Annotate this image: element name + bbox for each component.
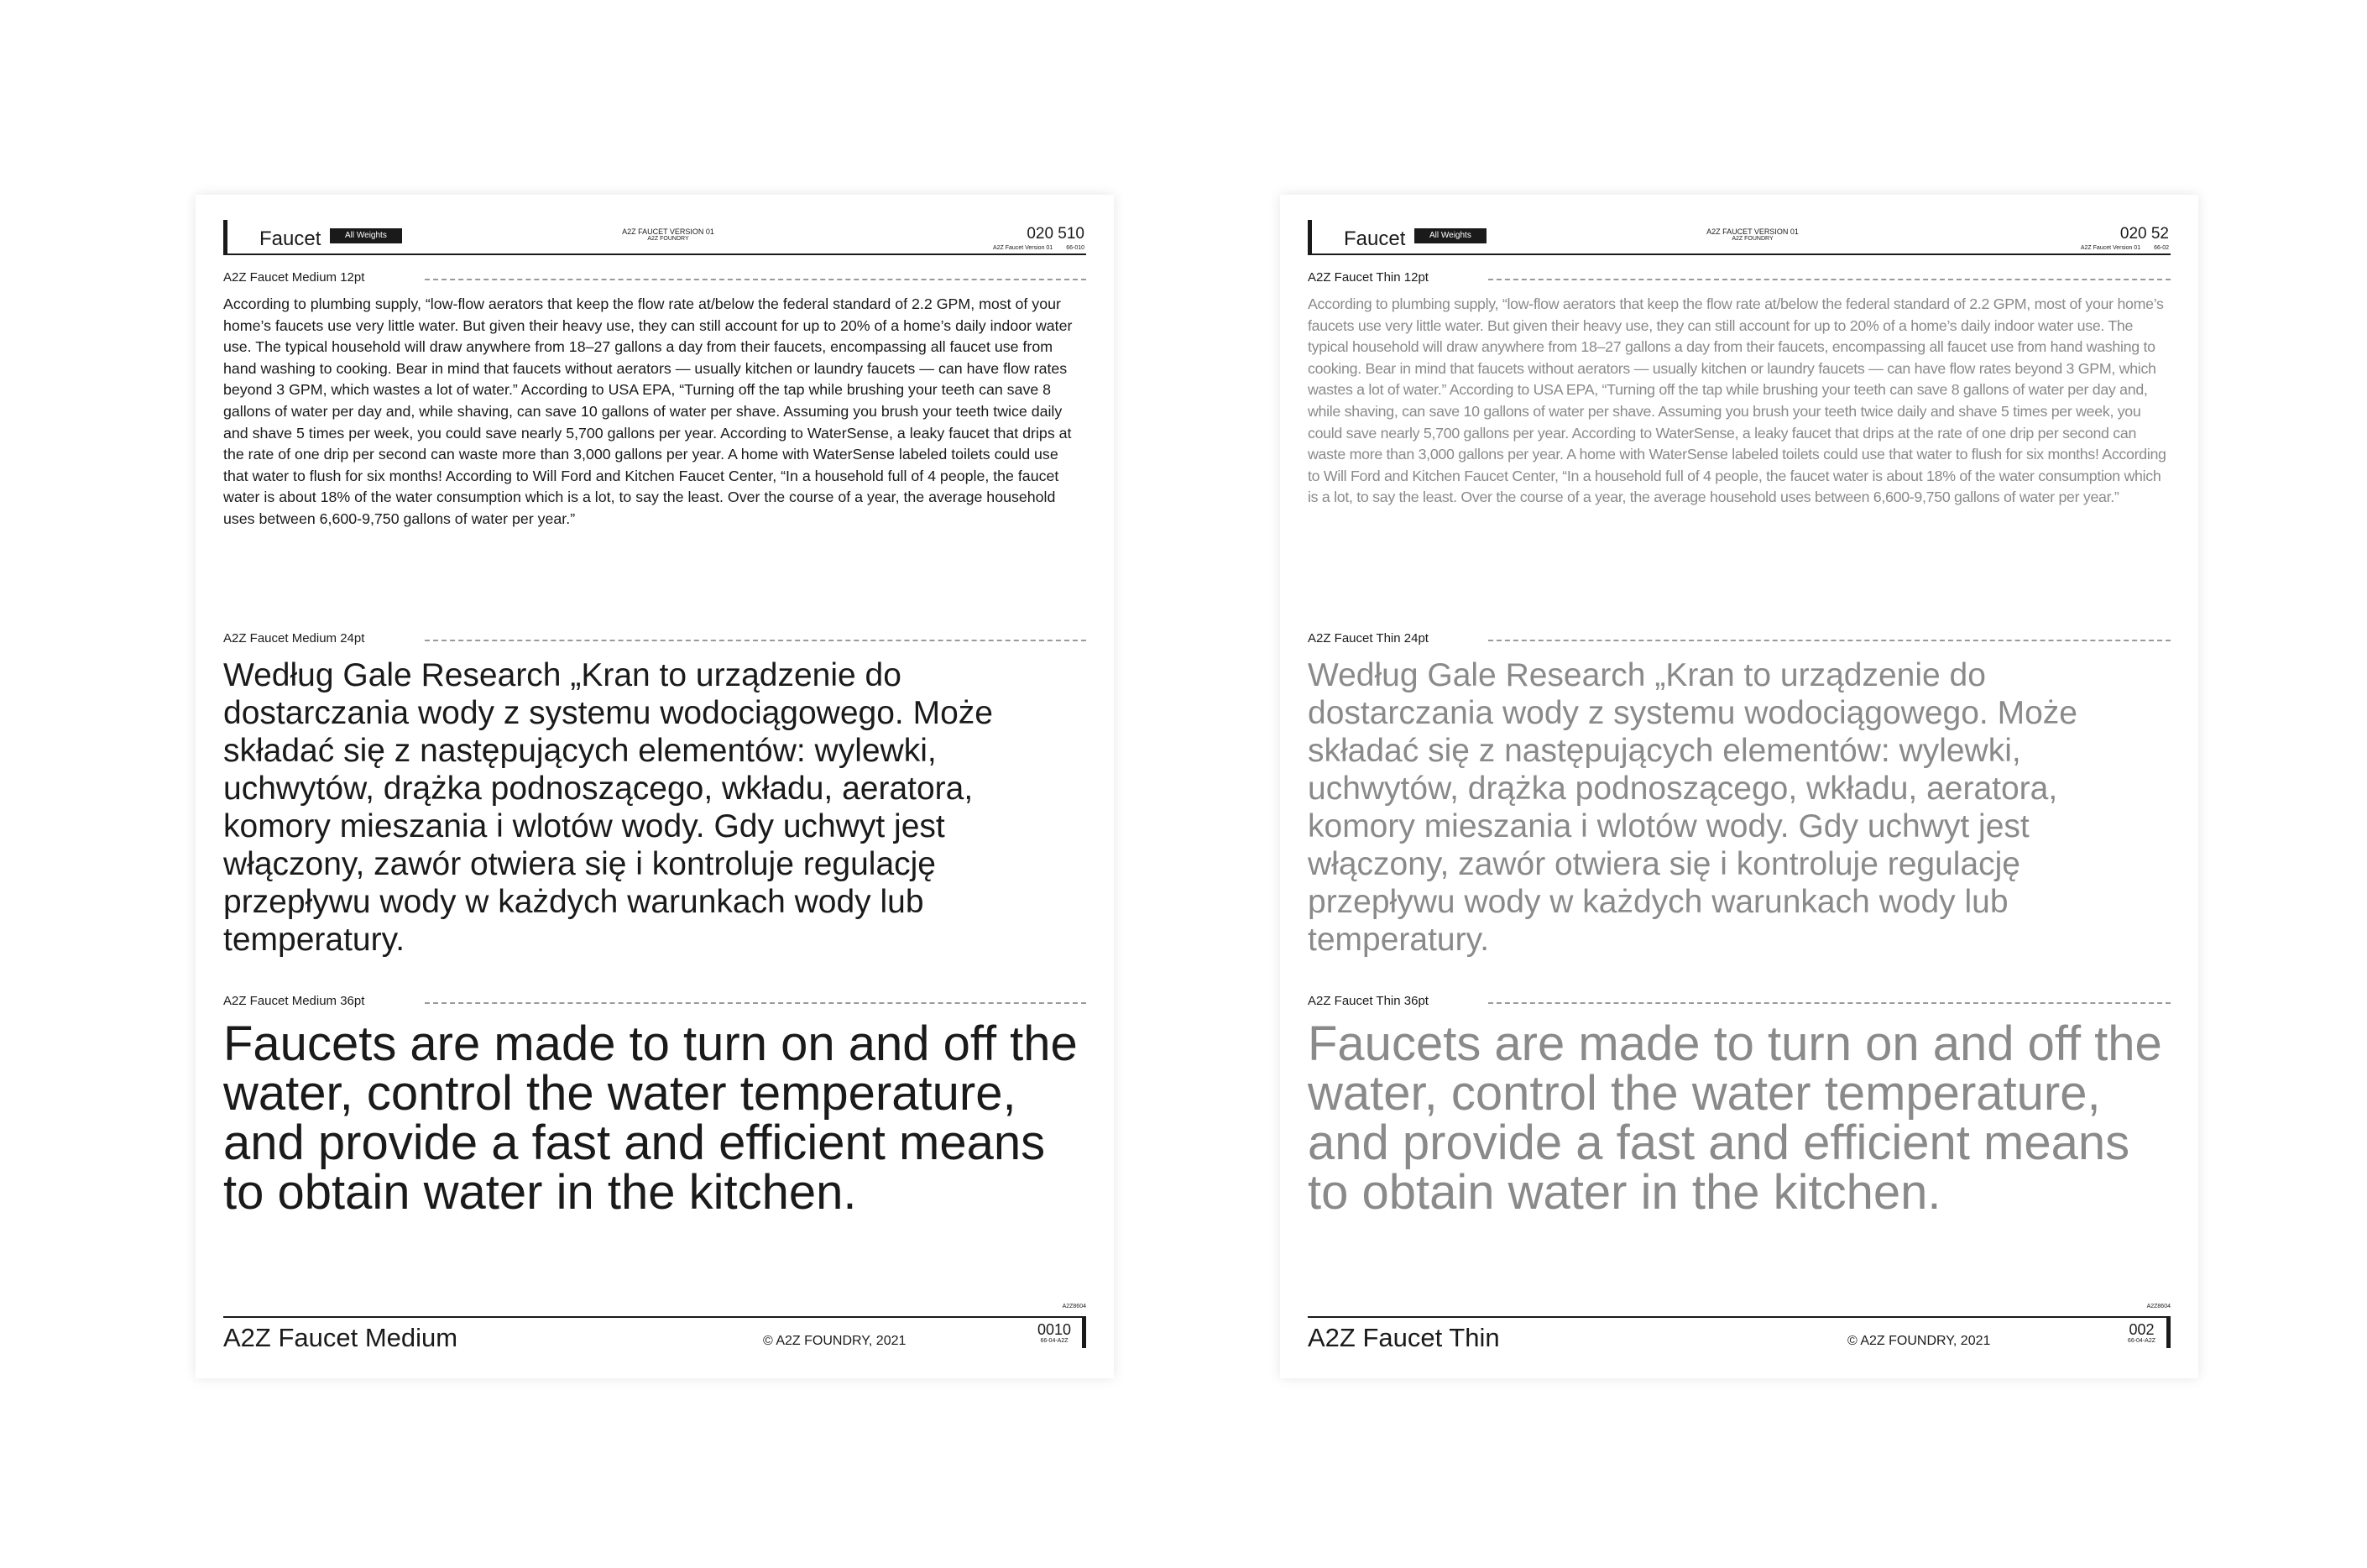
section-divider bbox=[425, 1002, 1086, 1004]
footer-number: 0010 bbox=[1037, 1321, 1071, 1338]
section-label-text: A2Z Faucet Thin 36pt bbox=[1308, 994, 1429, 1008]
header-bar bbox=[1308, 220, 1312, 253]
header-badge: All Weights bbox=[330, 228, 402, 243]
specimen-text-12pt: According to plumbing supply, “low-flow aerators that keep the flow rate at/below the federal standard of 2.2 GPM, most of your home’s faucets use very little water. But given their heavy use, they can still account for up to 20% of a home’s daily indoor water use. The typical household will draw anywhere from 18–27 gallons a day from their faucets, encompassing all faucet use from hand washing to cooking. Bear in mind that faucets without aerators — usually kitchen or laundry faucets — can have flow rates beyond 3 GPM, which wastes a lot of water.” According to USA EPA, “Turning off the tap while brushing your teeth can save 8 gallons of water per day and, while shaving, can save 10 gallons of water per shave. Assuming you brush your teeth twice daily and shave 5 times per week, you could save nearly 5,700 gallons per year. According to WaterSense, a leaky faucet that drips at the rate of one drip per second can waste more than 3,000 gallons per year. A home with WaterSense labeled toilets could use that water to flush for six months! According to Will Ford and Kitchen Faucet Center, “In a household full of 4 people, the faucet water is about 18% of the water consumption which is a lot, to say the least. Over the course of a year, the average household uses between 6,600-9,750 gallons of water per year.” bbox=[1308, 295, 2166, 506]
header-center bbox=[601, 227, 735, 243]
section-label-12pt bbox=[223, 270, 1086, 287]
header-family-name: Faucet bbox=[259, 227, 321, 250]
footer-number: 002 bbox=[2129, 1321, 2155, 1338]
sheet-header bbox=[223, 220, 1086, 255]
header-center bbox=[1685, 227, 1820, 243]
specimen-text-24pt: Według Gale Research „Kran to urządzenie do dostarczania wody z systemu wodociągowego. Może składać się z następujących elementów: wylewki, uchwytów, drążka podnoszącego, wkładu, aeratora, komory mieszania i wlotów wody. Gdy uchwyt jest włączony, zawór otwiera się i kontroluje regulację przepływu wody w każdych warunkach wody lub temperatury. bbox=[1308, 657, 2077, 958]
header-sub-version: A2Z Faucet Version 01 bbox=[2080, 245, 2141, 251]
section-label-text: A2Z Faucet Thin 12pt bbox=[1308, 270, 1429, 285]
header-foundry: A2Z FOUNDRY bbox=[1732, 236, 1774, 242]
header-sub-version: A2Z Faucet Version 01 bbox=[992, 245, 1053, 251]
header-subline bbox=[993, 245, 1084, 252]
header-badge: All Weights bbox=[1414, 228, 1487, 243]
header-version-title: A2Z FAUCET VERSION 01 bbox=[1706, 227, 1799, 236]
header-foundry: A2Z FOUNDRY bbox=[647, 236, 689, 242]
sheet-footer bbox=[1308, 1304, 2171, 1352]
footer-code: A2Z8604 bbox=[1062, 1304, 1086, 1309]
header-bar bbox=[223, 220, 227, 253]
footer-font-name: A2Z Faucet Medium bbox=[223, 1323, 458, 1352]
header-family-name: Faucet bbox=[1344, 227, 1406, 250]
header-subline bbox=[2081, 245, 2169, 252]
section-label-text: A2Z Faucet Medium 12pt bbox=[223, 270, 365, 285]
sheet-footer bbox=[223, 1304, 1086, 1352]
section-divider bbox=[425, 640, 1086, 641]
footer-copyright: © A2Z FOUNDRY, 2021 bbox=[1847, 1334, 1991, 1348]
header-number: 020 52 bbox=[2119, 225, 2169, 243]
header-version-title: A2Z FAUCET VERSION 01 bbox=[622, 227, 714, 236]
specimen-text-24pt: Według Gale Research „Kran to urządzenie do dostarczania wody z systemu wodociągowego. Może składać się z następujących elementów: wylewki, uchwytów, drążka podnoszącego, wkładu, aeratora, komory mieszania i wlotów wody. Gdy uchwyt jest włączony, zawór otwiera się i kontroluje regulację przepływu wody w każdych warunkach wody lub temperatury. bbox=[223, 657, 993, 958]
section-divider bbox=[1488, 279, 2171, 280]
section-label-36pt bbox=[223, 994, 1086, 1011]
footer-code: A2Z8604 bbox=[2146, 1304, 2171, 1309]
section-label-12pt bbox=[1308, 270, 2171, 287]
section-label-text: A2Z Faucet Thin 24pt bbox=[1308, 631, 1429, 645]
footer-copyright: © A2Z FOUNDRY, 2021 bbox=[763, 1334, 907, 1348]
section-divider bbox=[1488, 1002, 2171, 1004]
section-label-24pt bbox=[223, 631, 1086, 648]
section-label-text: A2Z Faucet Medium 24pt bbox=[223, 631, 365, 645]
section-divider bbox=[425, 279, 1086, 280]
header-sub-code: 66-02 bbox=[2154, 245, 2169, 251]
specimen-text-36pt: Faucets are made to turn on and off the water, control the water temperature, and provide a fast and efficient means to obtain water in the kitchen. bbox=[223, 1017, 1078, 1220]
footer-sub: 66-04-A2Z bbox=[2127, 1338, 2155, 1344]
footer-bar bbox=[2166, 1318, 2171, 1348]
section-label-24pt bbox=[1308, 631, 2171, 648]
section-label-text: A2Z Faucet Medium 36pt bbox=[223, 994, 365, 1008]
footer-bar bbox=[1082, 1318, 1086, 1348]
specimen-sheet-thin bbox=[1280, 195, 2198, 1378]
section-label-36pt bbox=[1308, 994, 2171, 1011]
footer-sub: 66-04-A2Z bbox=[1040, 1338, 1069, 1344]
sheet-header bbox=[1308, 220, 2171, 255]
header-number: 020 510 bbox=[1027, 225, 1084, 243]
section-divider bbox=[1488, 640, 2171, 641]
footer-font-name: A2Z Faucet Thin bbox=[1308, 1323, 1500, 1352]
specimen-text-12pt: According to plumbing supply, “low-flow aerators that keep the flow rate at/below the federal standard of 2.2 GPM, most of your home’s faucets use very little water. But given their heavy use, they can still account for up to 20% of a home’s daily indoor water use. The typical household will draw anywhere from 18–27 gallons a day from their faucets, encompassing all faucet use from hand washing to cooking. Bear in mind that faucets without aerators — usually kitchen or laundry faucets — can have flow rates beyond 3 GPM, which wastes a lot of water.” According to USA EPA, “Turning off the tap while brushing your teeth can save 8 gallons of water per day and, while shaving, can save 10 gallons of water per shave. Assuming you brush your teeth twice daily and shave 5 times per week, you could save nearly 5,700 gallons per year. According to WaterSense, a leaky faucet that drips at the rate of one drip per second can waste more than 3,000 gallons per year. A home with WaterSense labeled toilets could use that water to flush for six months! According to Will Ford and Kitchen Faucet Center, “In a household full of 4 people, the faucet water is about 18% of the water consumption which is a lot, to say the least. Over the course of a year, the average household uses between 6,600-9,750 gallons of water per year.” bbox=[223, 295, 1073, 527]
footer-page-number bbox=[2128, 1321, 2155, 1345]
footer-page-number bbox=[1037, 1321, 1071, 1345]
header-sub-code: 66-010 bbox=[1066, 245, 1084, 251]
specimen-text-36pt: Faucets are made to turn on and off the water, control the water temperature, and provide a fast and efficient means to obtain water in the kitchen. bbox=[1308, 1017, 2162, 1220]
specimen-sheet-medium bbox=[196, 195, 1114, 1378]
